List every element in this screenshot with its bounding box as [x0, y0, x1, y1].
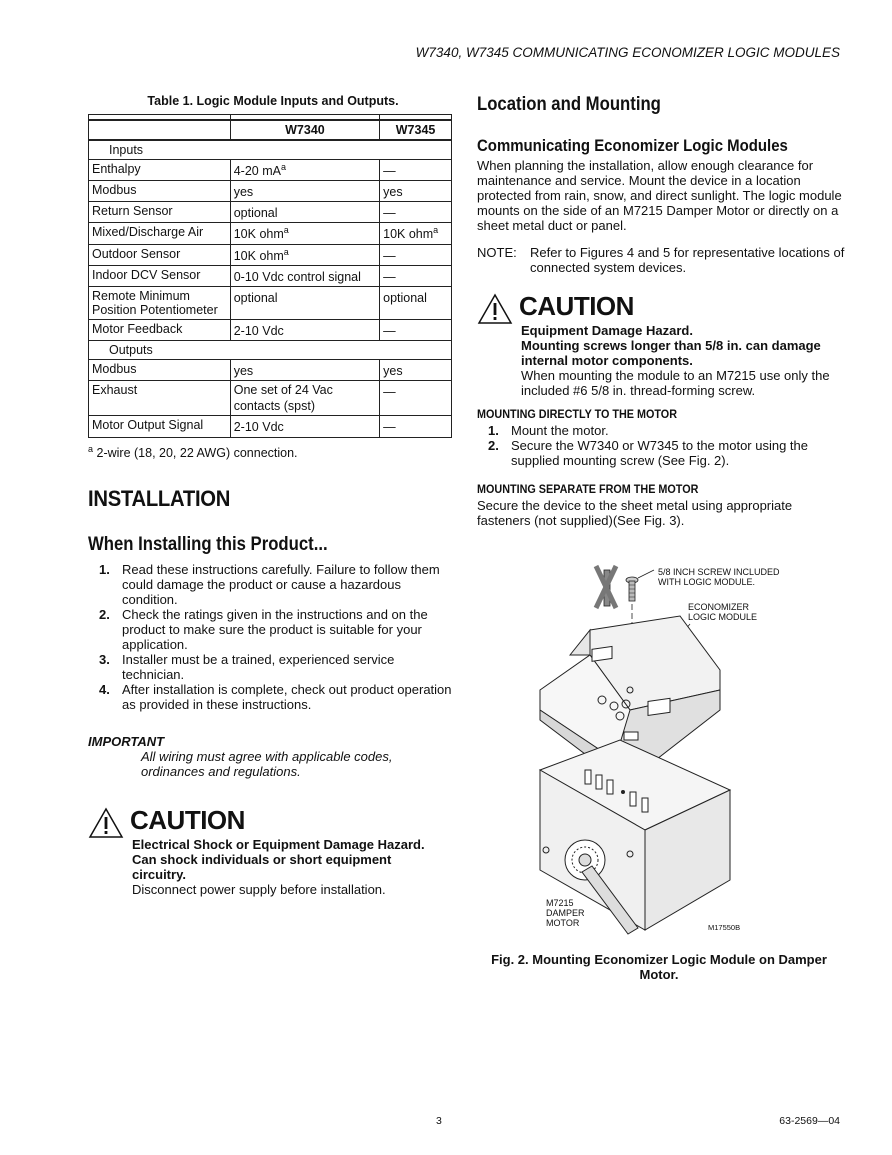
cell-w7340	[230, 286, 379, 319]
cell-w7345-text: optional	[383, 291, 427, 306]
installation-heading: INSTALLATION	[88, 485, 231, 511]
section-inputs: Inputs	[89, 140, 452, 160]
running-header: W7340, W7345 COMMUNICATING ECONOMIZER LOGIC MODULES	[415, 45, 840, 60]
cell-w7340-text: 2-10 Vdc	[233, 324, 284, 339]
mounting-figure	[530, 560, 790, 940]
table-row	[89, 223, 452, 244]
step-number: 2.	[99, 606, 110, 622]
cell-signal	[89, 160, 231, 181]
step-text: Mount the motor.	[511, 423, 609, 438]
cell-signal-text: Exhaust	[92, 383, 138, 398]
cell-w7345-text: —	[383, 206, 396, 221]
mount-separate-text: Secure the device to the sheet metal using appropriate fasteners (not supplied)(See Fig. 3).	[477, 498, 793, 528]
cell-w7345-text: —	[383, 164, 396, 179]
cell-w7345	[380, 244, 452, 265]
footnote-ref: a	[283, 225, 289, 236]
step-text: Check the ratings given in the instructions and on the product to make sure the product is suitable for your application.	[122, 606, 428, 652]
table-row	[89, 319, 452, 340]
caution-hazard-title: Electrical Shock or Equipment Damage Hazard.	[132, 836, 425, 852]
inputs-rows	[89, 160, 452, 341]
cell-w7345	[380, 265, 452, 286]
table-row	[89, 360, 452, 381]
long-screw-icon	[596, 566, 616, 608]
cell-w7340-text: 2-10 Vdc	[233, 420, 284, 435]
cell-signal-text: Indoor DCV Sensor	[92, 267, 201, 282]
cell-w7345	[380, 360, 452, 381]
important-label: IMPORTANT	[88, 733, 165, 749]
callout-screw-line1: 5/8 INCH SCREW INCLUDED	[658, 567, 780, 577]
caution-instruction: When mounting the module to an M7215 use only the included #6 5/8 in. thread-forming screw.	[521, 368, 830, 398]
cell-w7345-text: —	[383, 420, 396, 435]
cell-w7345	[380, 223, 452, 244]
mount-motor-heading: MOUNTING DIRECTLY TO THE MOTOR	[477, 407, 678, 421]
list-item	[477, 423, 847, 438]
table-row	[89, 160, 452, 181]
cell-w7340	[230, 265, 379, 286]
step-number: 4.	[99, 681, 110, 697]
warning-triangle-icon	[88, 807, 124, 839]
cell-signal	[89, 202, 231, 223]
list-item	[88, 652, 458, 682]
cell-signal	[89, 381, 231, 416]
page-number: 3	[436, 1115, 442, 1127]
cell-w7340-text: One set of 24 Vac contacts (spst)	[233, 383, 333, 414]
table-caption: Table 1. Logic Module Inputs and Outputs.	[147, 94, 399, 108]
cell-signal-text: Mixed/Discharge Air	[92, 225, 204, 240]
cell-signal	[89, 265, 231, 286]
cell-w7340	[230, 319, 379, 340]
installing-subheading: When Installing this Product...	[88, 533, 328, 555]
footnote-ref: a	[283, 246, 289, 257]
cell-signal-text: Return Sensor	[92, 204, 173, 219]
table-row	[89, 202, 452, 223]
step-text: Secure the W7340 or W7345 to the motor using the supplied mounting screw (See Fig. 2).	[511, 438, 809, 468]
left-column	[88, 94, 458, 897]
cell-w7340-text: yes	[233, 185, 254, 200]
cell-signal-text: Enthalpy	[92, 162, 141, 176]
cell-signal-text: Remote Minimum Position Potentiometer	[92, 288, 218, 317]
cell-w7340	[230, 416, 379, 437]
note-label: NOTE:	[477, 245, 517, 260]
callout-module-line1: ECONOMIZER	[688, 602, 750, 612]
cell-w7345	[380, 319, 452, 340]
callout-screw-line2: WITH LOGIC MODULE.	[658, 577, 756, 587]
cell-w7345	[380, 160, 452, 181]
warning-triangle-icon	[477, 293, 513, 325]
cell-w7345-text: 10K ohm	[383, 227, 434, 242]
cell-w7345-text: —	[383, 324, 396, 339]
cell-w7345	[380, 381, 452, 416]
step-text: Read these instructions carefully. Failure to follow them could damage the product or cause a hazardous condition.	[122, 561, 440, 607]
mount-motor-steps	[477, 423, 847, 468]
cell-signal-text: Modbus	[92, 362, 137, 377]
mount-separate-heading: MOUNTING SEPARATE FROM THE MOTOR	[477, 482, 699, 496]
step-number: 1.	[488, 423, 499, 438]
important-text: All wiring must agree with applicable codes, ordinances and regulations.	[141, 748, 393, 779]
callout-motor-line3: MOTOR	[546, 918, 580, 928]
short-screw-icon	[626, 577, 638, 601]
table-row	[89, 181, 452, 202]
cell-w7345-text: —	[383, 248, 396, 263]
table-row	[89, 244, 452, 265]
list-item	[88, 562, 458, 607]
cell-w7345	[380, 286, 452, 319]
cell-w7340	[230, 202, 379, 223]
step-number: 1.	[99, 561, 110, 577]
table-footnote	[88, 444, 458, 460]
location-heading: Location and Mounting	[477, 94, 661, 115]
cell-w7340-text: optional	[233, 291, 278, 306]
step-text: After installation is complete, check out product operation as provided in these instructions.	[122, 681, 452, 712]
caution-hazard-detail: Can shock individuals or short equipment circuitry.	[132, 851, 392, 882]
install-steps-list	[88, 562, 458, 712]
section-outputs: Outputs	[89, 341, 452, 360]
outputs-rows	[89, 360, 452, 437]
table-row	[89, 416, 452, 437]
list-item	[88, 682, 458, 712]
col-header-w7340: W7340	[230, 120, 379, 140]
document-number: 63-2569—04	[779, 1115, 840, 1127]
cell-w7340-text: yes	[233, 364, 254, 379]
caution-block-electrical	[88, 804, 458, 897]
cell-signal-text: Outdoor Sensor	[92, 246, 181, 261]
footnote-ref: a	[433, 225, 439, 236]
col-header-blank	[89, 120, 231, 140]
cell-w7345	[380, 202, 452, 223]
table-row	[89, 265, 452, 286]
io-table	[88, 114, 452, 438]
cell-w7340-text: optional	[233, 206, 278, 221]
cell-w7345-text: yes	[383, 185, 403, 200]
footnote-text: 2-wire (18, 20, 22 AWG) connection.	[96, 445, 298, 460]
caution-hazard-title: Equipment Damage Hazard.	[521, 323, 693, 338]
cell-w7340-text: 10K ohm	[233, 248, 284, 263]
cell-w7340-text: 0-10 Vdc control signal	[233, 269, 361, 284]
cell-w7340	[230, 381, 379, 416]
list-item	[477, 438, 847, 468]
figure-id: M17550B	[708, 923, 741, 932]
caution-block-screws	[477, 293, 847, 399]
cell-w7345-text: yes	[383, 364, 403, 379]
table-row	[89, 381, 452, 416]
list-item	[88, 607, 458, 652]
cell-w7340-text: 10K ohm	[233, 227, 284, 242]
caution-hazard-detail: Mounting screws longer than 5/8 in. can damage internal motor components.	[521, 338, 821, 368]
cell-w7340-text: 4-20 mA	[233, 164, 281, 179]
table-row	[89, 286, 452, 319]
caution-instruction: Disconnect power supply before installation.	[132, 881, 386, 897]
col-header-w7345: W7345	[380, 120, 452, 140]
location-paragraph: When planning the installation, allow enough clearance for maintenance and service. Mount the device in a location protected from rain, snow, and direct sunlight. The logic module mounts on the side of an M7215 Damper Motor or directly on a sheet metal duct or panel.	[477, 158, 842, 233]
footnote-ref: a	[280, 162, 286, 172]
cell-signal	[89, 286, 231, 319]
caution-word: CAUTION	[519, 291, 634, 321]
step-number: 2.	[488, 438, 499, 453]
note-text: Refer to Figures 4 and 5 for representative locations of connected system devices.	[530, 245, 845, 275]
cell-w7345-text: —	[383, 269, 396, 284]
cell-w7340	[230, 181, 379, 202]
callout-motor-line1: M7215	[546, 898, 574, 908]
cell-signal	[89, 223, 231, 244]
cell-w7340	[230, 160, 379, 181]
caution-word: CAUTION	[130, 804, 245, 835]
note-block	[477, 245, 847, 275]
cell-signal	[89, 319, 231, 340]
callout-motor-line2: DAMPER	[546, 908, 585, 918]
cell-signal-text: Modbus	[92, 183, 137, 198]
cell-w7340	[230, 223, 379, 244]
cell-w7345	[380, 181, 452, 202]
footnote-mark: a	[88, 443, 94, 454]
modules-subheading: Communicating Economizer Logic Modules	[477, 136, 788, 155]
cell-w7340	[230, 244, 379, 265]
right-column	[477, 94, 847, 528]
cell-signal	[89, 416, 231, 437]
cell-signal	[89, 360, 231, 381]
cell-signal	[89, 244, 231, 265]
cell-w7340	[230, 360, 379, 381]
figure-caption: Fig. 2. Mounting Economizer Logic Module on Damper Motor.	[491, 952, 827, 982]
cell-signal	[89, 181, 231, 202]
cell-w7345	[380, 416, 452, 437]
step-text: Installer must be a trained, experienced service technician.	[122, 651, 395, 682]
step-number: 3.	[99, 651, 110, 667]
callout-module-line2: LOGIC MODULE	[688, 612, 758, 622]
cell-signal-text: Motor Feedback	[92, 321, 183, 336]
cell-w7345-text: —	[383, 385, 396, 400]
cell-signal-text: Motor Output Signal	[92, 418, 204, 433]
